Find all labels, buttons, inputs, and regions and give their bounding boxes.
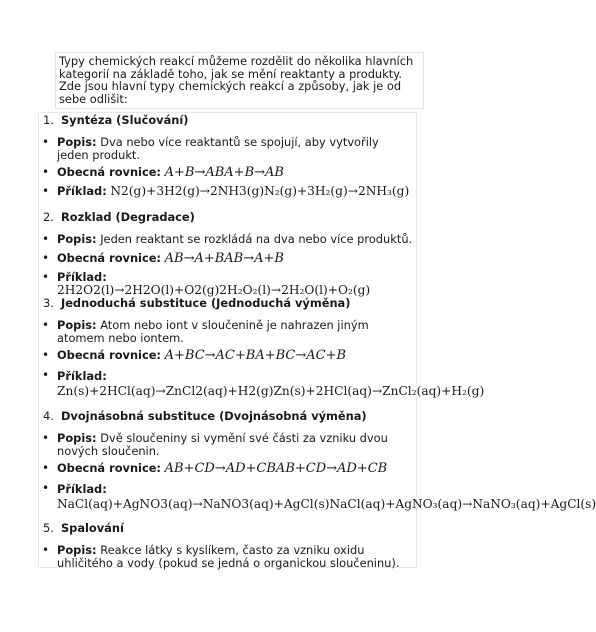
bullet-icon: •	[42, 270, 50, 284]
bullet-icon: •	[42, 318, 50, 332]
section-number: 2.	[43, 210, 54, 224]
reaction-types-list	[38, 112, 596, 570]
popis-label: Popis:	[57, 431, 97, 445]
popis-label: Popis:	[57, 543, 97, 557]
section-title: Jednoduchá substituce (Jednoduchá výměna)	[60, 296, 351, 310]
popis-text: Dva nebo více reaktantů se spojují, aby vytvořily jeden produkt.	[57, 135, 379, 162]
popis-label: Popis:	[57, 135, 97, 149]
example-equation: 2H2O2(l)→2H2O(l)+O2(g)2H₂O₂(l)→2H₂O(l)+O₂(g)	[57, 283, 371, 297]
bullet-icon: •	[42, 368, 50, 382]
general-equation: AB+CD→AD+CBAB+CD→AD+CB	[164, 461, 388, 476]
general-equation: A+BC→AC+BA+BC→AC+B	[164, 348, 347, 363]
section-number: 5.	[43, 521, 54, 535]
popis-text: Atom nebo iont v sloučenině je nahrazen jiným atomem nebo iontem.	[57, 318, 369, 345]
section-title: Spalování	[60, 521, 124, 535]
general-equation: A+B→ABA+B→AB	[164, 165, 284, 180]
popis-text: Jeden reaktant se rozkládá na dva nebo více produktů.	[100, 232, 413, 246]
bullet-icon: •	[42, 232, 50, 246]
section-number: 1.	[43, 113, 54, 127]
section-heading-5	[43, 521, 124, 535]
general-equation: AB→A+BAB→A+B	[164, 251, 284, 266]
bullet-icon: •	[42, 461, 50, 475]
rovnice-label: Obecná rovnice:	[57, 251, 161, 265]
section-title: Dvojnásobná substituce (Dvojnásobná výměna)	[60, 409, 367, 423]
section-heading-3	[43, 296, 350, 310]
section-heading-2	[43, 210, 195, 224]
popis-text: Dvě sloučeniny si vymění své části za vzniku dvou nových sloučenin.	[57, 431, 388, 458]
intro-paragraph: Typy chemických reakcí můžeme rozdělit do několika hlavních kategorií na základě toho, jak se mění reaktanty a produkty. Zde jsou hlavní typy chemických reakcí a způsoby, jak je od sebe odlišit:	[55, 52, 424, 109]
section-title: Rozklad (Degradace)	[60, 210, 195, 224]
rovnice-label: Obecná rovnice:	[57, 165, 161, 179]
popis-text: Reakce látky s kyslíkem, často za vzniku oxidu uhličitého a vody (pokud se jedná o organickou sloučeninu).	[57, 543, 400, 570]
popis-label: Popis:	[57, 232, 97, 246]
priklad-label: Příklad:	[57, 184, 107, 198]
rovnice-label: Obecná rovnice:	[57, 461, 161, 475]
bullet-icon: •	[42, 135, 50, 149]
section-title: Syntéza (Slučování)	[60, 113, 189, 127]
example-equation: Zn(s)+2HCl(aq)→ZnCl2(aq)+H2(g)Zn(s)+2HCl(aq)→ZnCl₂(aq)+H₂(g)	[57, 384, 485, 398]
priklad-label: Příklad:	[57, 369, 107, 383]
bullet-icon: •	[42, 251, 50, 265]
section-number: 4.	[43, 409, 54, 423]
section-number: 3.	[43, 296, 54, 310]
popis-label: Popis:	[57, 318, 97, 332]
bullet-icon: •	[42, 184, 50, 198]
example-equation: NaCl(aq)+AgNO3(aq)→NaNO3(aq)+AgCl(s)NaCl(aq)+AgNO₃(aq)→NaNO₃(aq)+AgCl(s)	[57, 497, 596, 511]
priklad-label: Příklad:	[57, 482, 107, 496]
bullet-icon: •	[42, 165, 50, 179]
bullet-icon: •	[42, 431, 50, 445]
bullet-icon: •	[42, 348, 50, 362]
bullet-icon: •	[42, 543, 50, 557]
section-heading-1	[43, 113, 189, 127]
example-equation: N2(g)+3H2(g)→2NH3(g)N₂(g)+3H₂(g)→2NH₃(g)	[110, 184, 410, 198]
rovnice-label: Obecná rovnice:	[57, 348, 161, 362]
priklad-label: Příklad:	[57, 270, 107, 284]
section-heading-4	[43, 409, 367, 423]
bullet-icon: •	[42, 481, 50, 495]
